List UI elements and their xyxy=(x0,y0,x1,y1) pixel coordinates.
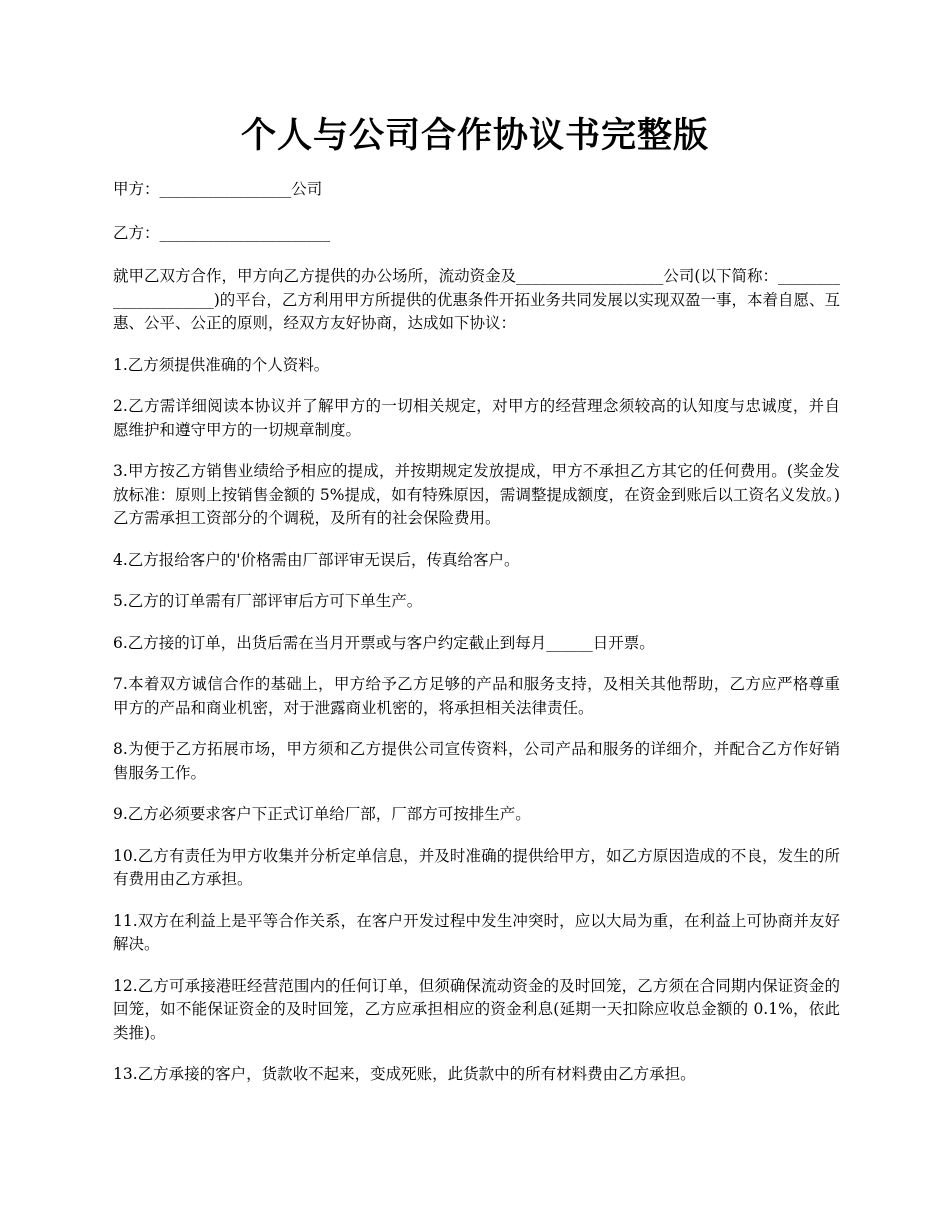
preamble-paragraph: 就甲乙双方合作，甲方向乙方提供的办公场所，流动资金及___________________公司(以下简称：_____________________)的平台，乙方利用甲方所提供的优惠条件开拓业务共同发展以实现双盈一事，本着自愿、互惠、公平、公正的原则，经双方友好协商，达成如下协议： xyxy=(113,267,840,332)
clause-9: 9.乙方必须要求客户下正式订单给厂部，厂部方可按排生产。 xyxy=(113,805,531,823)
clause-10: 10.乙方有责任为甲方收集并分析定单信息，并及时准确的提供给甲方，如乙方原因造成的不良，发生的所有费用由乙方承担。 xyxy=(113,846,840,888)
party-a-line: 甲方：_________________公司 xyxy=(113,180,323,198)
document-body xyxy=(113,178,840,1105)
clause-8: 8.为便于乙方拓展市场，甲方须和乙方提供公司宣传资料，公司产品和服务的详细介，并配合乙方作好销售服务工作。 xyxy=(113,740,840,782)
document-title: 个人与公司合作协议书完整版 xyxy=(240,115,709,156)
party-b-line: 乙方：______________________ xyxy=(113,223,331,242)
clause-2: 2.乙方需详细阅读本协议并了解甲方的一切相关规定，对甲方的经营理念须较高的认知度与忠诚度，并自愿维护和遵守甲方的一切规章制度。 xyxy=(113,397,840,439)
clause-6: 6.乙方接的订单，出货后需在当月开票或与客户约定截止到每月______日开票。 xyxy=(113,633,655,652)
clause-4: 4.乙方报给客户的'价格需由厂部评审无误后，传真给客户。 xyxy=(113,550,520,569)
clause-3: 3.甲方按乙方销售业绩给予相应的提成，并按期规定发放提成，甲方不承担乙方其它的任何费用。(奖金发放标准：原则上按销售金额的 5%提成，如有特殊原因，需调整提成额度，在资金到账后以工资名义发放。)乙方需承担工资部分的个调税，及所有的社会保险费用。 xyxy=(113,462,840,527)
clause-13: 13.乙方承接的客户，货款收不起来，变成死账，此货款中的所有材料费由乙方承担。 xyxy=(113,1065,696,1083)
clause-1: 1.乙方须提供准确的个人资料。 xyxy=(113,355,330,374)
clause-7: 7.本着双方诚信合作的基础上，甲方给予乙方足够的产品和服务支持，及相关其他帮助，乙方应严格尊重甲方的产品和商业机密，对于泄露商业机密的，将承担相关法律责任。 xyxy=(113,675,840,717)
clause-12: 12.乙方可承接港旺经营范围内的任何订单，但须确保流动资金的及时回笼，乙方须在合同期内保证资金的回笼，如不能保证资金的及时回笼，乙方应承担相应的资金利息(延期一天扣除应收总金额的 0.1%，依此类推)。 xyxy=(113,976,840,1042)
clause-5: 5.乙方的订单需有厂部评审后方可下单生产。 xyxy=(113,592,423,610)
clause-11: 11.双方在利益上是平等合作关系，在客户开发过程中发生冲突时，应以大局为重，在利益上可协商并友好解决。 xyxy=(113,911,840,953)
